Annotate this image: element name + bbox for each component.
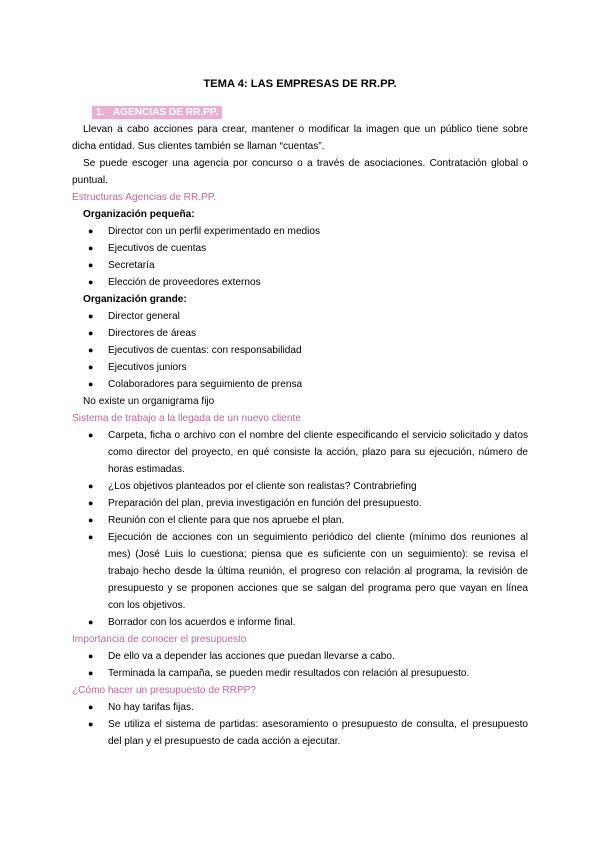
list-item: ● Director con un perfil experimentado en medios [72, 223, 528, 240]
list-item: ● Secretaría [72, 257, 528, 274]
list-organizacion-grande [72, 308, 528, 393]
subheading-estructuras: Estructuras Agencias de RR.PP. [72, 192, 217, 203]
list-item: ● Borrador con los acuerdos e informe final. [72, 614, 528, 631]
list-item: ● Ejecución de acciones con un seguimiento periódico del cliente (mínimo dos reuniones al mes) (José Luis lo cuestiona; piensa que es suficiente con un seguimiento): se revisa el trabajo hecho desde la última reunión, el progreso con relación al programa, la revisión de presupuesto y se proponen acciones que se salgan del programa pero que vayan en línea con los objetivos. [72, 529, 528, 614]
subheading-como: ¿Cómo hacer un presupuesto de RRPP? [72, 685, 257, 696]
subheading-importancia: Importancia de conocer el presupuesto [72, 634, 247, 645]
bullet-icon: ● [88, 532, 94, 542]
bullet-icon: ● [88, 379, 94, 389]
bullet-icon: ● [88, 617, 94, 627]
label-organizacion-pequena: Organización pequeña: [83, 209, 195, 220]
bullet-icon: ● [88, 702, 94, 712]
bullet-icon: ● [88, 651, 94, 661]
list-item: ● Elección de proveedores externos [72, 274, 528, 291]
list-item: ● De ello va a depender las acciones que puedan llevarse a cabo. [72, 648, 528, 665]
list-item: ● Terminada la campaña, se pueden medir resultados con relación al presupuesto. [72, 665, 528, 682]
bullet-icon: ● [88, 277, 94, 287]
bullet-icon: ● [88, 311, 94, 321]
list-item: ● No hay tarifas fijas. [72, 699, 528, 716]
bullet-icon: ● [88, 226, 94, 236]
list-importancia [72, 648, 528, 682]
bullet-icon: ● [88, 328, 94, 338]
document-page [72, 76, 528, 750]
list-sistema [72, 427, 528, 631]
section-heading-agencias: 1. AGENCIAS DE RR.PP. [92, 104, 528, 121]
note-organigrama: No existe un organigrama fijo [83, 396, 215, 407]
list-item: ● Colaboradores para seguimiento de prensa [72, 376, 528, 393]
list-organizacion-pequena [72, 223, 528, 291]
document-title: TEMA 4: LAS EMPRESAS DE RR.PP. [203, 78, 397, 90]
list-item: ● Carpeta, ficha o archivo con el nombre del cliente especificando el servicio solicitado y datos como director del proyecto, en qué consiste la acción, plazo para su ejecución, número de horas estimadas. [72, 427, 528, 478]
bullet-icon: ● [88, 430, 94, 440]
intro-paragraph-2: Se puede escoger una agencia por concurso o a través de asociaciones. Contratación global o puntual. [72, 158, 528, 186]
list-item: ● Se utiliza el sistema de partidas: asesoramiento o presupuesto de consulta, el presupuesto del plan y el presupuesto de cada acción a ejecutar. [72, 716, 528, 750]
bullet-icon: ● [88, 498, 94, 508]
bullet-icon: ● [88, 719, 94, 729]
bullet-icon: ● [88, 345, 94, 355]
list-item: ● Ejecutivos de cuentas: con responsabilidad [72, 342, 528, 359]
list-item: ● Ejecutivos juniors [72, 359, 528, 376]
bullet-icon: ● [88, 515, 94, 525]
list-item: ● Ejecutivos de cuentas [72, 240, 528, 257]
bullet-icon: ● [88, 362, 94, 372]
list-item: ● Directores de áreas [72, 325, 528, 342]
intro-paragraph-1: Llevan a cabo acciones para crear, mantener o modificar la imagen que un público tiene sobre dicha entidad. Sus clientes también se llaman “cuentas”. [72, 124, 528, 152]
list-como [72, 699, 528, 750]
bullet-icon: ● [88, 481, 94, 491]
list-item: ● Preparación del plan, previa investigación en función del presupuesto. [72, 495, 528, 512]
list-item: ● ¿Los objetivos planteados por el cliente son realistas? Contrabriefing [72, 478, 528, 495]
label-organizacion-grande: Organización grande: [83, 294, 187, 305]
bullet-icon: ● [88, 243, 94, 253]
subheading-sistema: Sistema de trabajo a la llegada de un nuevo cliente [72, 413, 301, 424]
list-item: ● Reunión con el cliente para que nos apruebe el plan. [72, 512, 528, 529]
bullet-icon: ● [88, 668, 94, 678]
bullet-icon: ● [88, 260, 94, 270]
list-item: ● Director general [72, 308, 528, 325]
